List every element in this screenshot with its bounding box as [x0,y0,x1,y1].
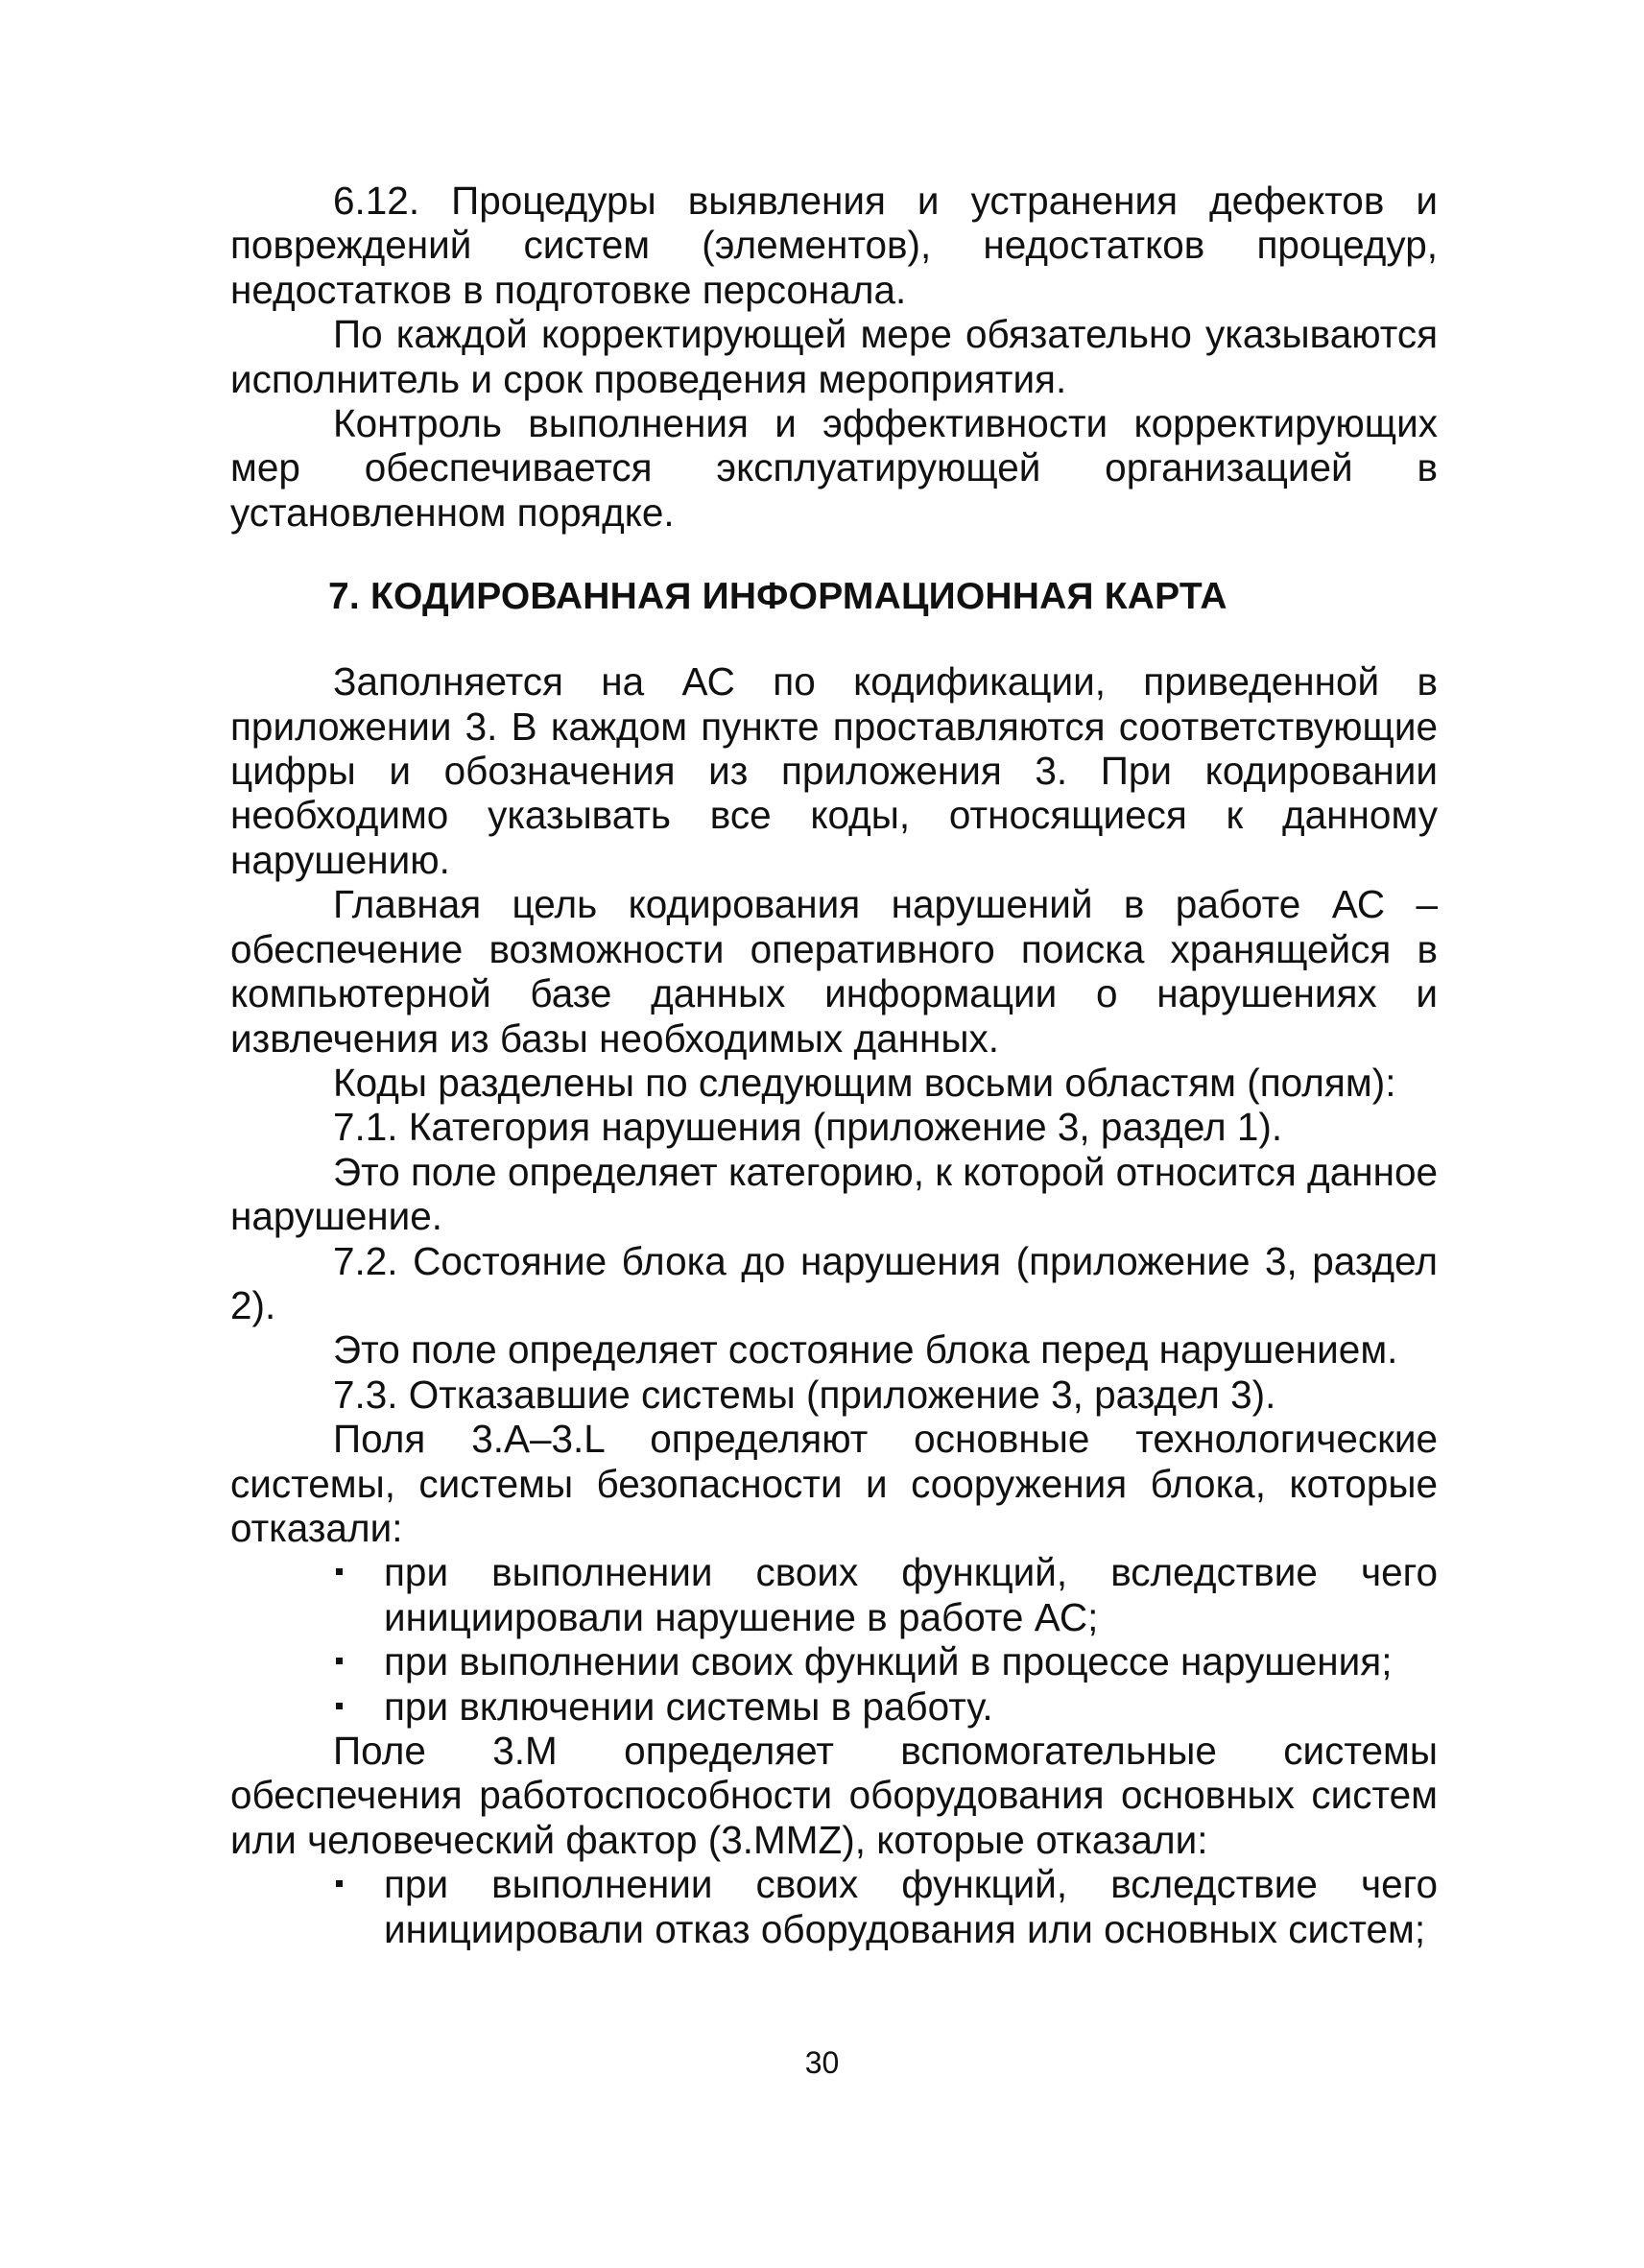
page-number: 30 [804,2045,840,2080]
paragraph-fill-in: Заполняется на АС по кодификации, приведенной в приложении 3. В каждом пункте проставляются соответствующие цифры и обозначения из приложения 3. При кодировании необходимо указывать все коды, относящиеся к данному нарушению. [230,659,1438,882]
bullet-icon [336,1568,343,1575]
paragraph-7-3: 7.3. Отказавшие системы (приложение 3, раздел 3). [333,1372,1276,1417]
bullet-list-auxiliary-systems [230,1862,1438,1951]
paragraph-field-3m: Поле 3.M определяет вспомогательные системы обеспечения работоспособности оборудования основных систем или человеческий фактор (3.MMZ), которые отказали: [230,1729,1438,1862]
bullet-icon [336,1880,343,1887]
list-item-text: при включении системы в работу. [384,1683,993,1729]
paragraph-7-2: 7.2. Состояние блока до нарушения (приложение 3, раздел 2). [230,1238,1438,1327]
paragraph-main-goal: Главная цель кодирования нарушений в работе АС – обеспечение возможности оперативного поиска хранящейся в компьютерной базе данных информации о нарушениях и извлечения из базы необходимых данных. [230,882,1438,1061]
paragraph-codes-fields: Коды разделены по следующим восьми областям (полям): [333,1060,1396,1105]
list-item [230,1684,1438,1729]
list-item [230,1862,1438,1951]
paragraph-7-1-desc: Это поле определяет категорию, к которой относится данное нарушение. [230,1149,1438,1239]
list-item-text: при выполнении своих функций в процессе нарушения; [384,1639,1393,1684]
list-item [230,1639,1438,1683]
bullet-icon [336,1703,343,1709]
paragraph-corrective-measures: По каждой корректирующей мере обязательно указываются исполнитель и срок проведения мероприятия. [230,312,1438,401]
bullet-list-failed-systems [230,1550,1438,1729]
list-item [230,1550,1438,1639]
list-item-text: при выполнении своих функций, вследствие чего инициировали нарушение в работе АС; [384,1550,1438,1639]
list-item-text: при выполнении своих функций, вследствие чего инициировали отказ оборудования или основных систем; [384,1862,1438,1951]
paragraph-control: Контроль выполнения и эффективности корректирующих мер обеспечивается эксплуатирующей организацией в установленном порядке. [230,401,1438,535]
paragraph-7-2-desc: Это поле определяет состояние блока перед нарушением. [333,1327,1398,1373]
paragraph-fields-3a-3l: Поля 3.A–3.L определяют основные технологические системы, системы безопасности и сооружения блока, которые отказали: [230,1417,1438,1550]
bullet-icon [336,1658,343,1664]
paragraph-7-1: 7.1. Категория нарушения (приложение 3, раздел 1). [333,1105,1283,1150]
document-page [230,179,1438,1951]
paragraph-6-12: 6.12. Процедуры выявления и устранения дефектов и повреждений систем (элементов), недостатков процедур, недостатков в подготовке персонала. [230,179,1438,312]
section-heading: 7. КОДИРОВАННАЯ ИНФОРМАЦИОННАЯ КАРТА [328,576,1227,618]
